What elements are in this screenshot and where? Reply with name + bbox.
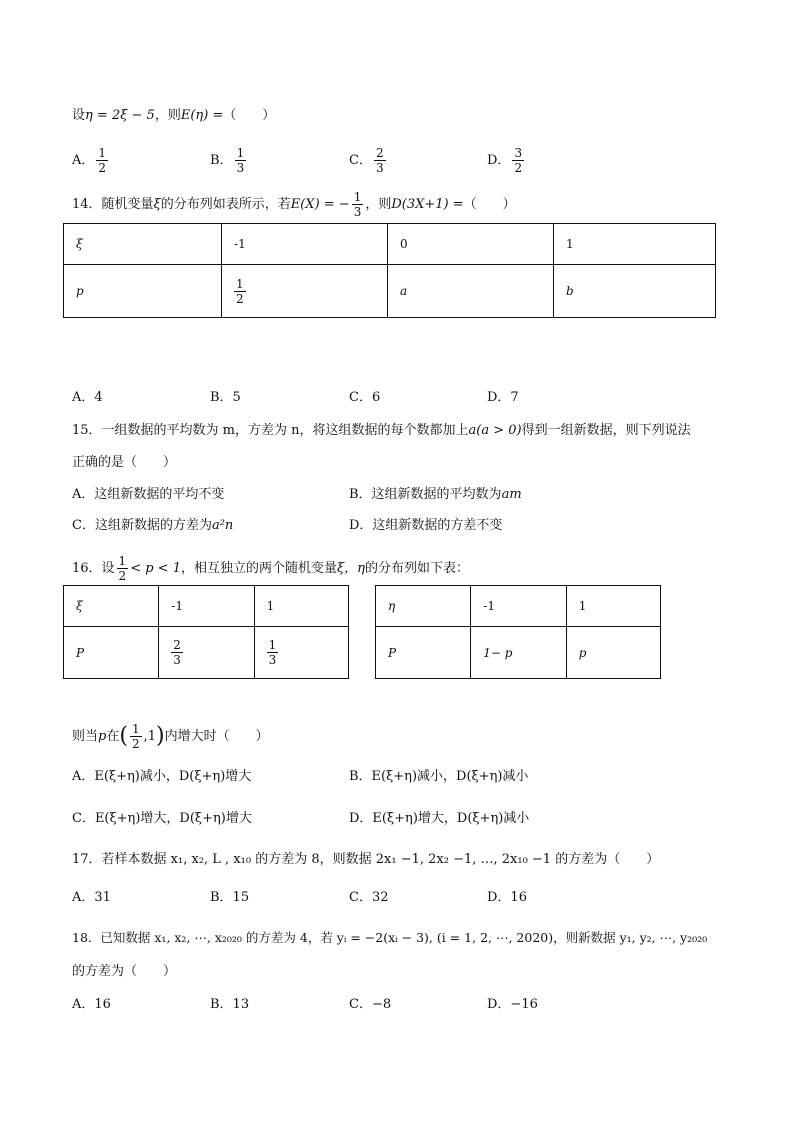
table-cell: p: [64, 265, 222, 318]
q16-question-c: 内增大时（ ）: [164, 729, 269, 744]
q16-eta-table: [375, 585, 661, 679]
option-label: B．: [210, 153, 233, 168]
q14-option-c: C．6: [349, 390, 381, 405]
q15-option-b-text: B．这组新数据的平均数为: [349, 487, 502, 502]
fraction-den: 3: [236, 161, 245, 175]
table-row: [64, 586, 349, 627]
q16-question-a: 则当: [72, 729, 99, 744]
fraction-num: 1: [118, 554, 127, 568]
q14-option-a: A．4: [72, 390, 103, 405]
q13-option-c: [349, 146, 388, 175]
table-cell: p: [566, 627, 660, 679]
q18-option-d: D．−16: [487, 997, 538, 1012]
q14-option-b: B．5: [210, 390, 241, 405]
q14-stem-b: 的分布列如表所示，若: [160, 197, 291, 212]
q15-line1: [72, 421, 691, 441]
table-cell: 1: [566, 586, 660, 627]
q18-option-c: C．−8: [349, 997, 392, 1012]
table-cell: [159, 627, 254, 679]
fraction-num: 1: [236, 276, 244, 291]
q16-question-p: p: [98, 729, 107, 744]
option-label: C．: [349, 153, 372, 168]
q15-option-c-text: C．这组新数据的方差为: [72, 518, 212, 533]
table-cell: P: [64, 627, 159, 679]
q13-option-b: [210, 146, 248, 175]
q13-option-d: [487, 146, 526, 175]
q15-option-b: [349, 485, 522, 505]
q13-option-a: [72, 146, 110, 175]
q16-vars: ξ，η: [336, 561, 365, 576]
table-cell: -1: [471, 586, 566, 627]
q15-expr: a(a > 0): [468, 423, 522, 438]
q17-option-a: A．31: [72, 890, 111, 905]
fraction: [512, 146, 524, 175]
fraction-num: 2: [173, 638, 181, 652]
table-cell: ξ: [64, 224, 222, 265]
table-row: [376, 627, 661, 679]
q15-option-d: D．这组新数据的方差不变: [349, 518, 503, 533]
q14-stem-c: ，则: [365, 197, 392, 212]
fraction: [234, 277, 246, 306]
q14-stem-a: 随机变量: [101, 197, 154, 212]
q15-line2: 正确的是（ ）: [72, 455, 177, 470]
q15-option-a: A．这组新数据的平均不变: [72, 487, 225, 502]
q16-question: [72, 722, 269, 751]
q15-line1-end: 得到一组新数据，则下列说法: [521, 423, 691, 438]
q15-option-c: [72, 516, 233, 536]
q13-stem-pre: 设: [72, 108, 86, 123]
table-cell: 1− p: [471, 627, 566, 679]
q16-stem-rest: ，相互独立的两个随机变量: [180, 561, 337, 576]
q13-stem: [72, 106, 275, 126]
fraction: [130, 722, 142, 751]
q13-stem-mid: ，则: [154, 108, 181, 123]
q16-option-d: D．E(ξ+η)增大，D(ξ+η)减小: [349, 811, 530, 826]
table-cell: 0: [388, 224, 554, 265]
q16-cond: < p < 1: [130, 561, 181, 576]
option-label: A．: [72, 153, 95, 168]
q13-expr2: E(η) =: [180, 108, 224, 123]
table-cell: P: [376, 627, 471, 679]
q15-option-c-math: a²n: [211, 518, 234, 533]
fraction-num: 2: [375, 146, 384, 160]
fraction: [171, 638, 183, 667]
q16-stem-end: 的分布列如下表：: [364, 561, 469, 576]
q18-option-b: B．13: [210, 997, 250, 1012]
q16-option-c: C．E(ξ+η)增大，D(ξ+η)增大: [72, 811, 252, 826]
q16-question-b: 在: [106, 729, 120, 744]
fraction-den: 3: [353, 205, 362, 219]
q18-line2: 的方差为（ ）: [72, 964, 177, 979]
q13-expr: η = 2ξ − 5: [85, 108, 155, 123]
table-row: [64, 265, 716, 318]
fraction-num: 1: [236, 146, 245, 160]
q17-option-c: C．32: [349, 890, 389, 905]
fraction-den: 2: [131, 737, 140, 751]
fraction-num: 1: [353, 190, 362, 204]
table-cell: 1: [553, 224, 715, 265]
q18-option-a: A．16: [72, 997, 111, 1012]
table-cell: 1: [254, 586, 348, 627]
q16-option-a: A．E(ξ+η)减小，D(ξ+η)增大: [72, 769, 252, 784]
fraction-den: 2: [236, 291, 244, 306]
table-row: [376, 586, 661, 627]
table-cell: -1: [222, 224, 388, 265]
fraction-num: 1: [131, 722, 140, 736]
q17-option-b: B．15: [210, 890, 250, 905]
q14-stem-d: D(3X+1) =: [391, 197, 464, 212]
option-label: D．: [487, 153, 511, 168]
table-cell: -1: [159, 586, 254, 627]
q14-ex: E(X) = −: [290, 197, 350, 212]
q15-option-b-math: am: [501, 487, 522, 502]
q16-number: 16．设: [72, 561, 115, 576]
q17-option-d: D．16: [487, 890, 527, 905]
fraction-den: 3: [173, 653, 181, 667]
q14-table: [63, 223, 716, 318]
fraction: [267, 638, 279, 667]
table-cell: [222, 265, 388, 318]
fraction-num: 1: [98, 146, 107, 160]
fraction: [374, 146, 386, 175]
q15-line1-text: 15．一组数据的平均数为 m，方差为 n，将这组数据的每个数都加上: [72, 423, 469, 438]
q13-blank: （ ）: [223, 108, 276, 123]
fraction: [352, 190, 364, 219]
table-cell: ξ: [64, 586, 159, 627]
q16-stem: [72, 554, 469, 583]
q14-blank: （ ）: [463, 197, 516, 212]
table-row: [64, 224, 716, 265]
fraction-num: 1: [268, 638, 277, 652]
q16-interval-end: ,1: [143, 729, 156, 744]
q16-option-b: B．E(ξ+η)减小，D(ξ+η)减小: [349, 769, 529, 784]
q14-option-d: D．7: [487, 390, 519, 405]
fraction-num: 3: [514, 146, 523, 160]
fraction: [96, 146, 108, 175]
table-cell: a: [388, 265, 554, 318]
fraction: [117, 554, 129, 583]
table-row: [64, 627, 349, 679]
fraction-den: 2: [514, 161, 523, 175]
fraction-den: 2: [118, 569, 127, 583]
q14-number: 14．: [72, 197, 102, 212]
right-paren: ): [156, 723, 165, 749]
table-cell: η: [376, 586, 471, 627]
q14-stem: [72, 190, 516, 219]
q18-line1: 18．已知数据 x₁, x₂, ⋯, x₂₀₂₀ 的方差为 4，若 yᵢ = −2(xᵢ − 3), (i = 1, 2, ⋯, 2020)，则新数据 y₁, y₂, ⋯, y₂₀₂₀: [72, 930, 708, 945]
q16-xi-table: [63, 585, 349, 679]
table-cell: b: [553, 265, 715, 318]
fraction-den: 2: [98, 161, 107, 175]
fraction: [235, 146, 247, 175]
fraction-den: 3: [375, 161, 384, 175]
fraction-den: 3: [268, 653, 277, 667]
q17-stem: 17．若样本数据 x₁, x₂, L , x₁₀ 的方差为 8，则数据 2x₁ −1, 2x₂ −1, …, 2x₁₀ −1 的方差为（ ）: [72, 852, 660, 867]
table-cell: [254, 627, 348, 679]
q14-var: ξ: [153, 197, 161, 212]
left-paren: (: [119, 723, 128, 749]
